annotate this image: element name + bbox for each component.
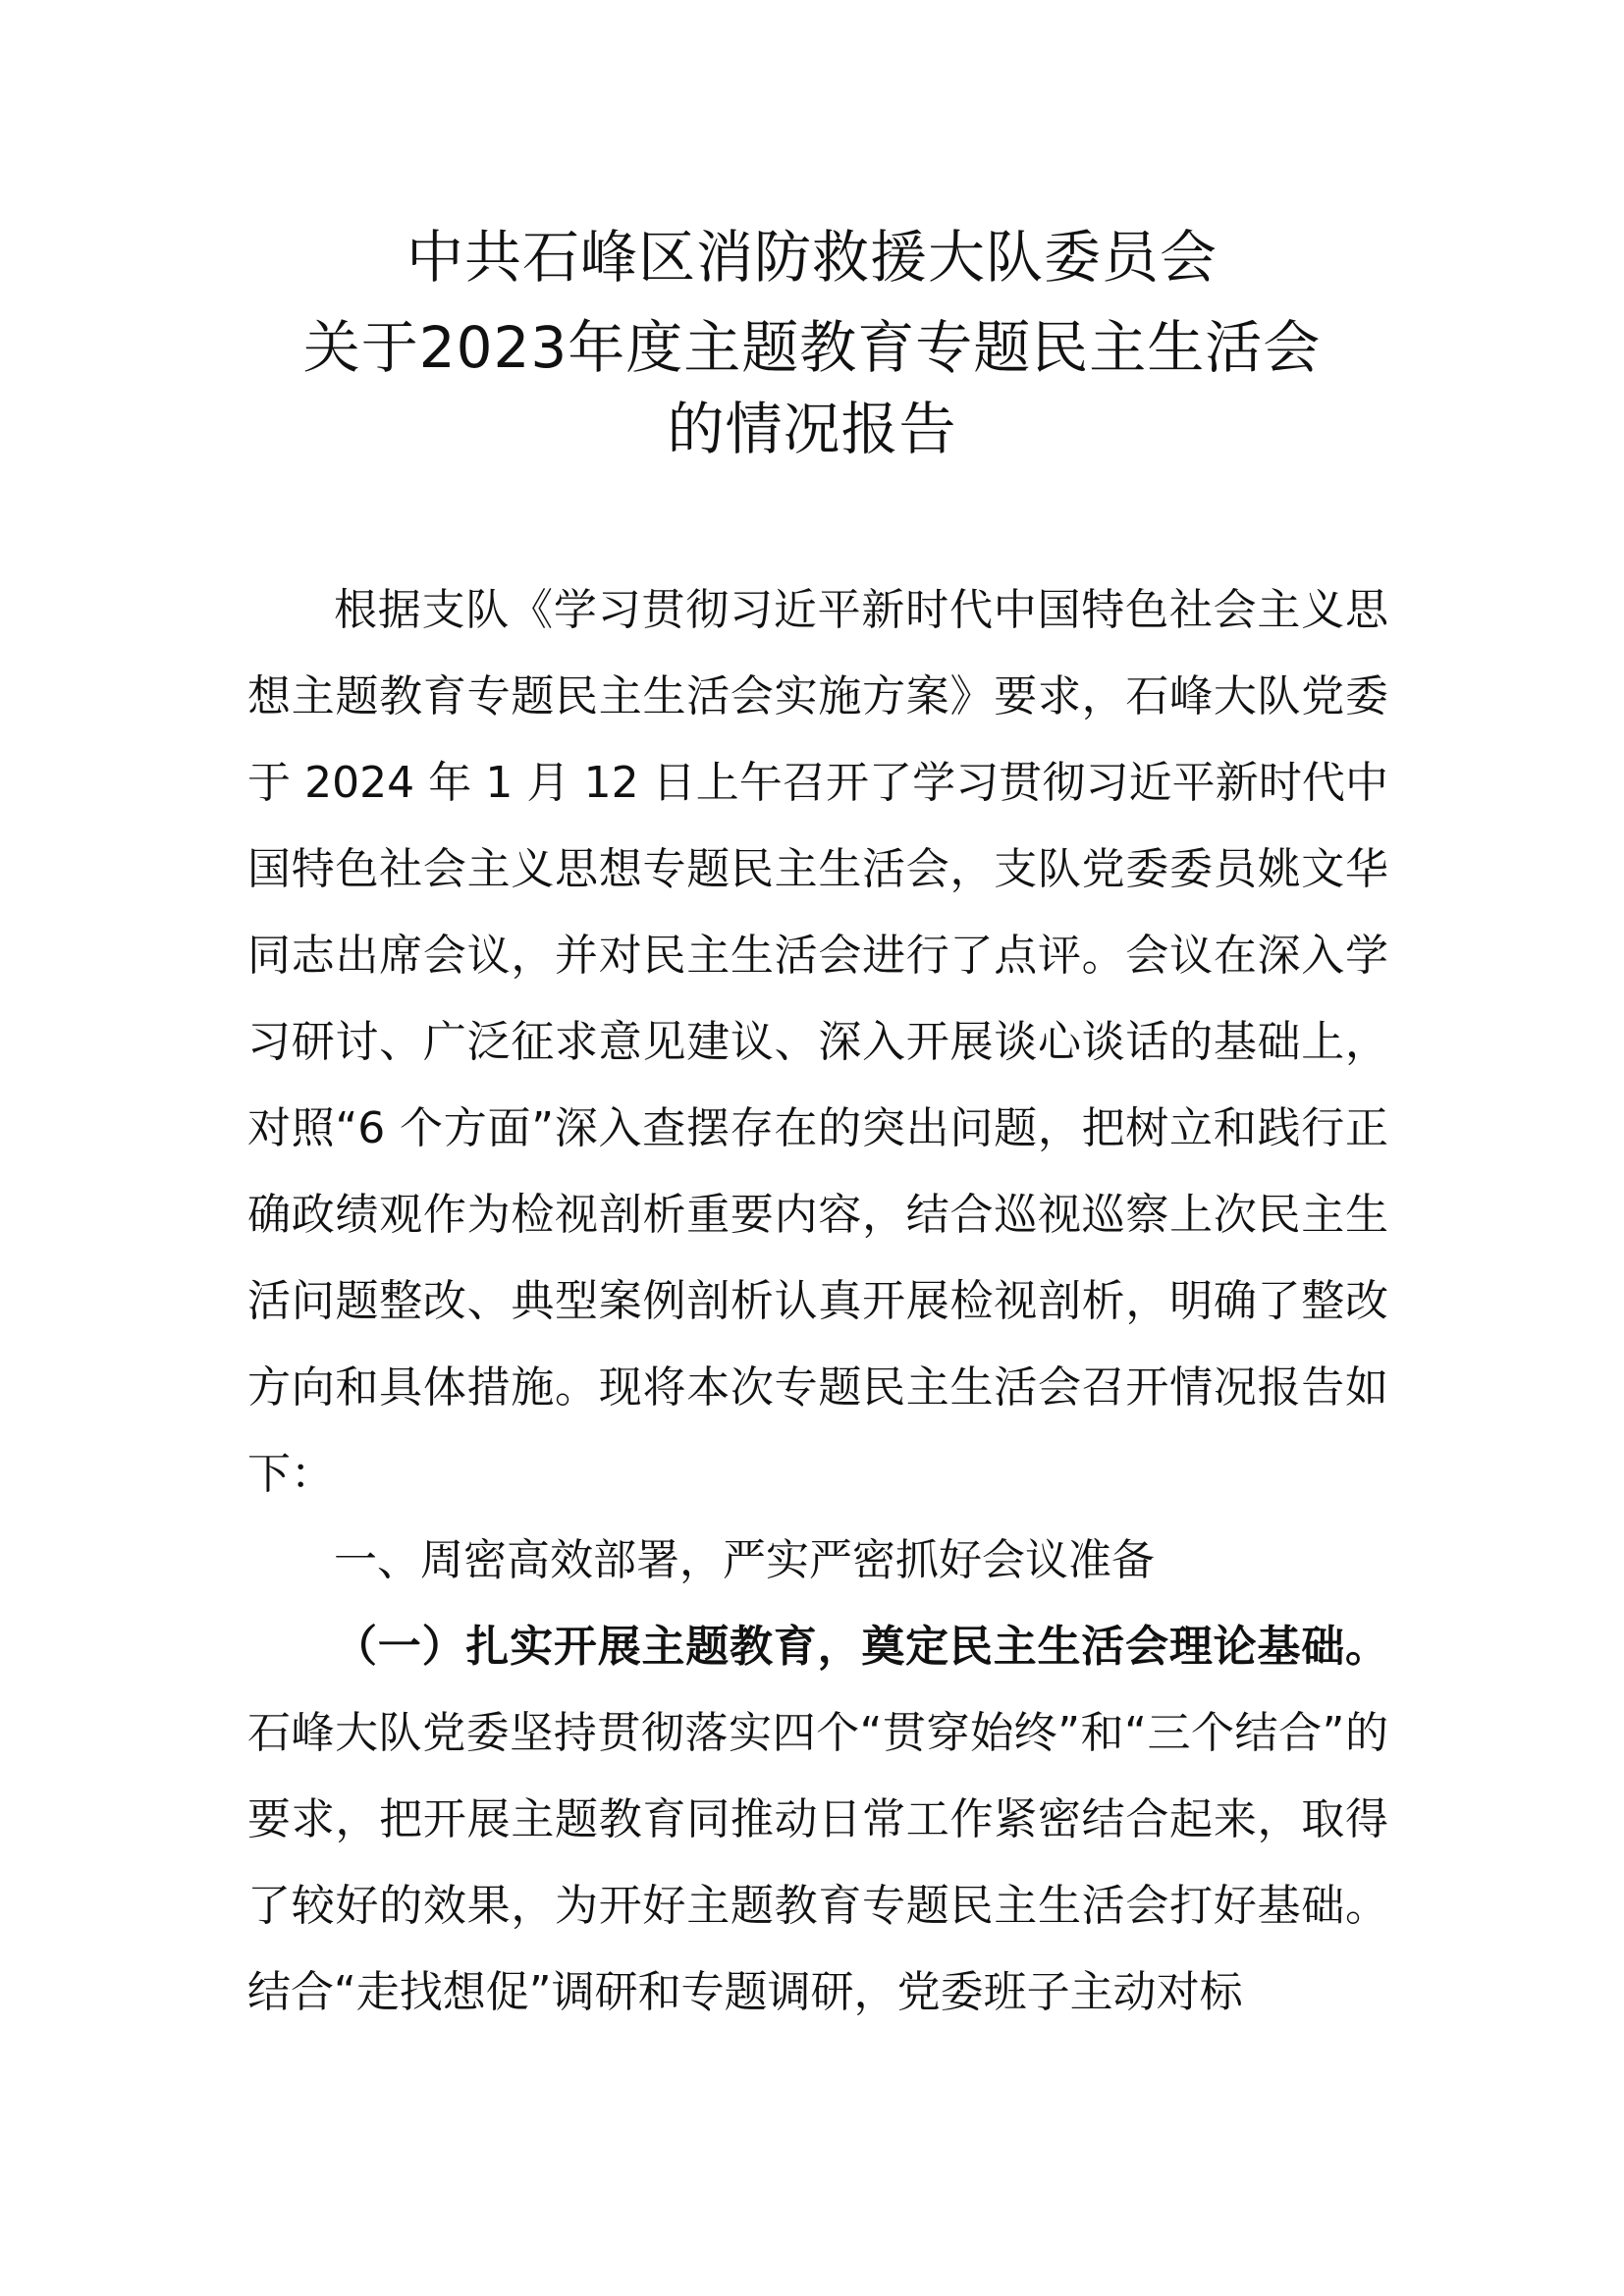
report-body — [247, 567, 1388, 2036]
intro-paragraph: 根据支队《学习贯彻习近平新时代中国特色社会主义思想主题教育专题民主生活会实施方案》要求，石峰大队党委于 2024 年 1 月 12 日上午召开了学习贯彻习近平新时代中国特色社会主义思想专题民主生活会，支队党委委员姚文华同志出席会议，并对民主生活会进行了点评。会议在深入学习研讨、广泛征求意见建议、深入开展谈心谈话的基础上，对照“6 个方面”深入查摆存在的突出问题，把树立和践行正确政绩观作为检视剖析重要内容，结合巡视巡察上次民主生活问题整改、典型案例剖析认真开展检视剖析，明确了整改方向和具体措施。现将本次专题民主生活会召开情况报告如下： — [247, 585, 1388, 1499]
subsection-1-text: 石峰大队党委坚持贯彻落实四个“贯穿始终”和“三个结合”的要求，把开展主题教育同推动日常工作紧密结合起来，取得了较好的效果，为开好主题教育专题民主生活会打好基础。结合“走找想促”调研和专题调研，党委班子主动对标 — [247, 1708, 1388, 2017]
section-1-heading: 一、周密高效部署，严实严密抓好会议准备 — [334, 1535, 1155, 1585]
report-title-line-1: 中共石峰区消防救援大队委员会 — [406, 224, 1218, 291]
subsection-1-paragraph — [247, 1604, 1388, 2036]
report-title-line-3: 的情况报告 — [667, 396, 957, 462]
report-title-line-2: 关于2023年度主题教育专题民主生活会 — [302, 314, 1322, 381]
subsection-1-lead: （一）扎实开展主题教育，奠定民主生活会理论基础。 — [334, 1622, 1388, 1672]
